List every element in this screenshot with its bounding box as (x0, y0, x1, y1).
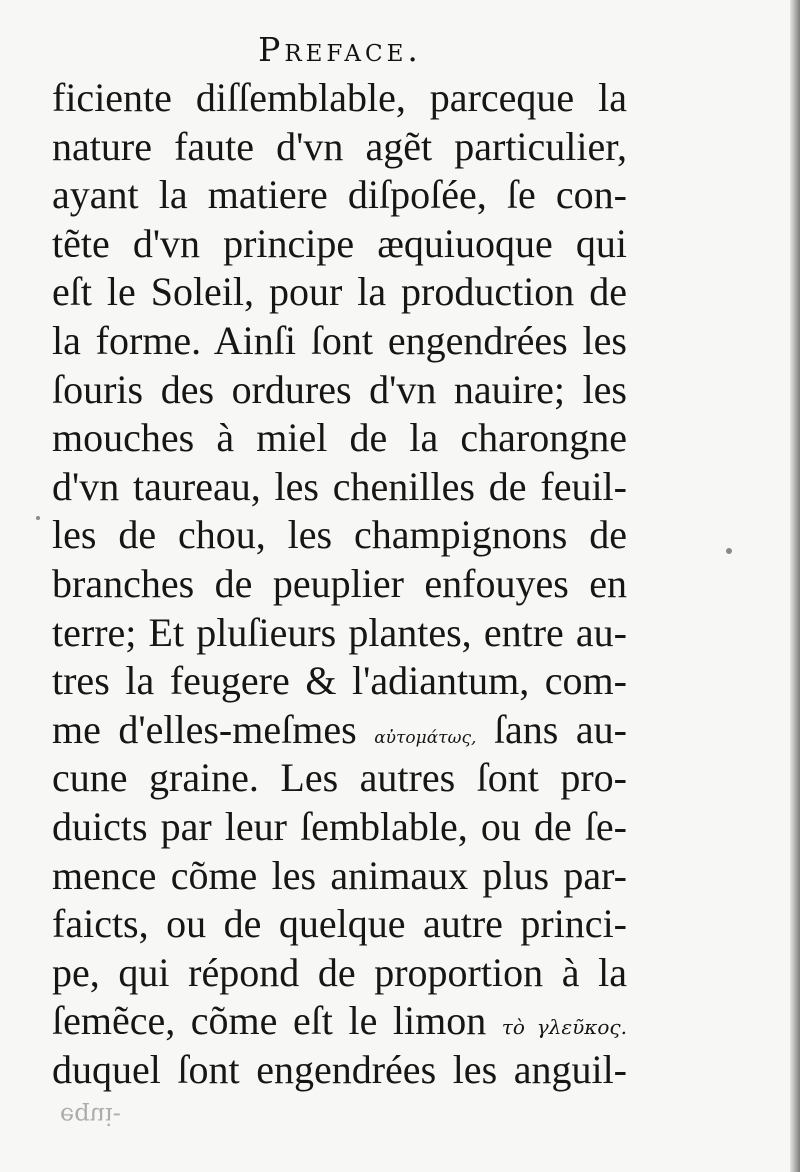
paper-speck (36, 516, 40, 520)
text-line: ayant la matiere diſpoſée, ſe con- (52, 172, 627, 218)
text-line: duquel ſont engendrées les anguil- (52, 1046, 627, 1092)
line-text-before-greek: ſemẽce, cõme eſt le limon (52, 998, 502, 1044)
text-line: pe, qui répond de proportion à la (52, 949, 627, 995)
text-line (52, 706, 627, 755)
text-line: ficiente diſſemblable, parceque la (52, 75, 627, 120)
page-edge-shadow (790, 0, 800, 1172)
text-line: duicts par leur ſemblable, ou de ſe- (52, 803, 627, 849)
text-line: terre; Et pluſieurs plantes, entre au- (52, 609, 627, 655)
text-line (52, 997, 627, 1046)
text-line: les de chou, les champignons de (52, 512, 627, 558)
paper-speck (726, 548, 732, 554)
text-line: branches de peuplier enfouyes en (52, 560, 627, 606)
greek-word: τὸ γλεῦκος. (501, 1015, 627, 1040)
line-text-before-greek: me d'elles-meſmes (52, 706, 375, 752)
text-block (52, 74, 627, 1094)
text-line: tres la feugere & l'adiantum, com- (52, 658, 627, 704)
show-through-text: equi- (60, 1102, 121, 1130)
text-line: ſouris des ordures d'vn nauire; les (52, 366, 627, 412)
text-line: faicts, ou de quelque autre princi- (52, 901, 627, 947)
text-line: d'vn taureau, les chenilles de feuil- (52, 463, 627, 509)
text-line: la forme. Ainſi ſont engendrées les (52, 317, 627, 363)
line-text-after-greek: ſans au- (476, 706, 627, 752)
text-line: nature faute d'vn agẽt particulier, (52, 123, 627, 169)
text-line: tẽte d'vn principe æquiuoque qui (52, 220, 627, 266)
running-head: Preface. (258, 30, 422, 69)
text-line: eſt le Soleil, pour la production de (52, 269, 627, 315)
text-line: mence cõme les animaux plus par- (52, 852, 627, 898)
text-line: mouches à miel de la charongne (52, 415, 627, 461)
greek-word: αὐτομάτως, (374, 727, 477, 748)
text-line: cune graine. Les autres ſont pro- (52, 755, 627, 801)
